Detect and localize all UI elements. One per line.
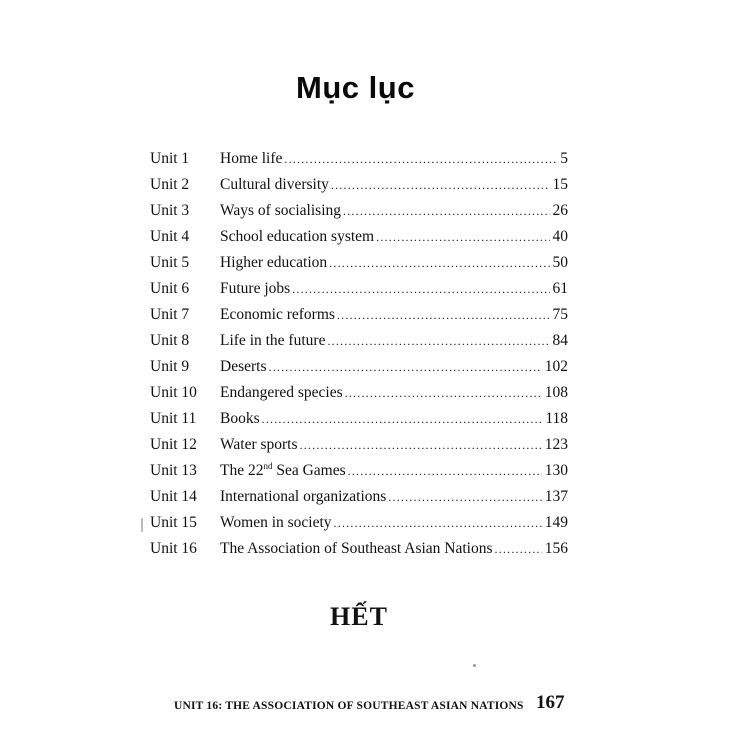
entry-title: Ways of socialising	[220, 202, 342, 219]
toc-entry-unit-15	[150, 510, 568, 536]
unit-label: Unit 12	[150, 436, 197, 453]
entry-page-number: 40	[552, 228, 568, 245]
unit-label: Unit 2	[150, 176, 190, 193]
toc-entry-unit-12	[150, 432, 568, 458]
unit-label: Unit 3	[150, 202, 190, 219]
page-title: Mục lục	[296, 70, 415, 105]
entry-page-number: 50	[552, 254, 568, 271]
dot-leader	[292, 276, 549, 302]
unit-label: Unit 15	[150, 514, 197, 531]
unit-label: Unit 16	[150, 540, 197, 557]
toc-entry-unit-3	[150, 198, 568, 224]
entry-title: Future jobs	[220, 280, 291, 297]
print-speck	[473, 664, 476, 667]
entry-title: Life in the future	[220, 332, 326, 349]
dot-leader	[495, 536, 542, 562]
unit-label: Unit 5	[150, 254, 190, 271]
running-title: UNIT 16: THE ASSOCIATION OF SOUTHEAST ASIAN NATIONS	[174, 700, 524, 712]
dot-leader	[284, 146, 557, 172]
toc-entry-unit-11	[150, 406, 568, 432]
dot-leader	[329, 250, 549, 276]
entry-page-number: 108	[544, 384, 568, 401]
dot-leader	[376, 224, 549, 250]
entry-page-number: 102	[544, 358, 568, 375]
entry-title: School education system	[220, 228, 375, 245]
unit-label: Unit 8	[150, 332, 190, 349]
entry-title: Books	[220, 410, 260, 427]
toc-entry-unit-6	[150, 276, 568, 302]
end-mark: HẾT	[330, 602, 388, 631]
toc-entry-unit-16	[150, 536, 568, 562]
toc-entry-unit-1	[150, 146, 568, 172]
entry-title: Deserts	[220, 358, 267, 375]
toc-entry-unit-7	[150, 302, 568, 328]
entry-title: Endangered species	[220, 384, 343, 401]
entry-page-number: 118	[545, 410, 568, 427]
toc-entry-unit-10	[150, 380, 568, 406]
toc-entry-unit-9	[150, 354, 568, 380]
entry-page-number: 84	[552, 332, 568, 349]
dot-leader	[343, 198, 549, 224]
table-of-contents	[150, 146, 568, 562]
entry-title	[220, 458, 346, 484]
unit-label: Unit 9	[150, 358, 190, 375]
entry-page-number: 156	[544, 540, 568, 557]
print-speck	[141, 518, 143, 532]
unit-label: Unit 6	[150, 280, 190, 297]
dot-leader	[331, 172, 550, 198]
unit-label: Unit 10	[150, 384, 197, 401]
unit-label: Unit 11	[150, 410, 197, 427]
entry-page-number: 149	[544, 514, 568, 531]
unit-label: Unit 4	[150, 228, 190, 245]
entry-title: Higher education	[220, 254, 328, 271]
entry-title: The Association of Southeast Asian Nations	[220, 540, 493, 557]
toc-entry-unit-14	[150, 484, 568, 510]
entry-title: Water sports	[220, 436, 298, 453]
entry-page-number: 137	[544, 488, 568, 505]
entry-title-prefix: The 22	[220, 462, 264, 479]
dot-leader	[327, 328, 549, 354]
entry-title: International organizations	[220, 488, 387, 505]
dot-leader	[337, 302, 550, 328]
dot-leader	[262, 406, 543, 432]
entry-title-suffix: Sea Games	[272, 462, 346, 479]
entry-page-number: 15	[552, 176, 568, 193]
entry-title: Cultural diversity	[220, 176, 329, 193]
dot-leader	[269, 354, 542, 380]
entry-title: Women in society	[220, 514, 332, 531]
page-footer	[0, 692, 751, 720]
entry-page-number: 26	[552, 202, 568, 219]
entry-page-number: 123	[544, 436, 568, 453]
toc-entry-unit-4	[150, 224, 568, 250]
toc-entry-unit-8	[150, 328, 568, 354]
toc-entry-unit-5	[150, 250, 568, 276]
entry-page-number: 61	[552, 280, 568, 297]
ordinal-superscript: nd	[263, 460, 273, 471]
unit-label: Unit 13	[150, 462, 197, 479]
toc-entry-unit-2	[150, 172, 568, 198]
dot-leader	[348, 458, 542, 484]
entry-page-number: 75	[552, 306, 568, 323]
entry-title: Economic reforms	[220, 306, 335, 323]
entry-page-number: 130	[544, 462, 568, 479]
dot-leader	[345, 380, 542, 406]
toc-entry-unit-13	[150, 458, 568, 484]
dot-leader	[334, 510, 542, 536]
unit-label: Unit 14	[150, 488, 197, 505]
entry-page-number: 5	[560, 150, 568, 167]
dot-leader	[300, 432, 542, 458]
footer-page-number: 167	[536, 692, 565, 713]
unit-label: Unit 7	[150, 306, 190, 323]
dot-leader	[388, 484, 541, 510]
unit-label: Unit 1	[150, 150, 190, 167]
entry-title: Home life	[220, 150, 283, 167]
